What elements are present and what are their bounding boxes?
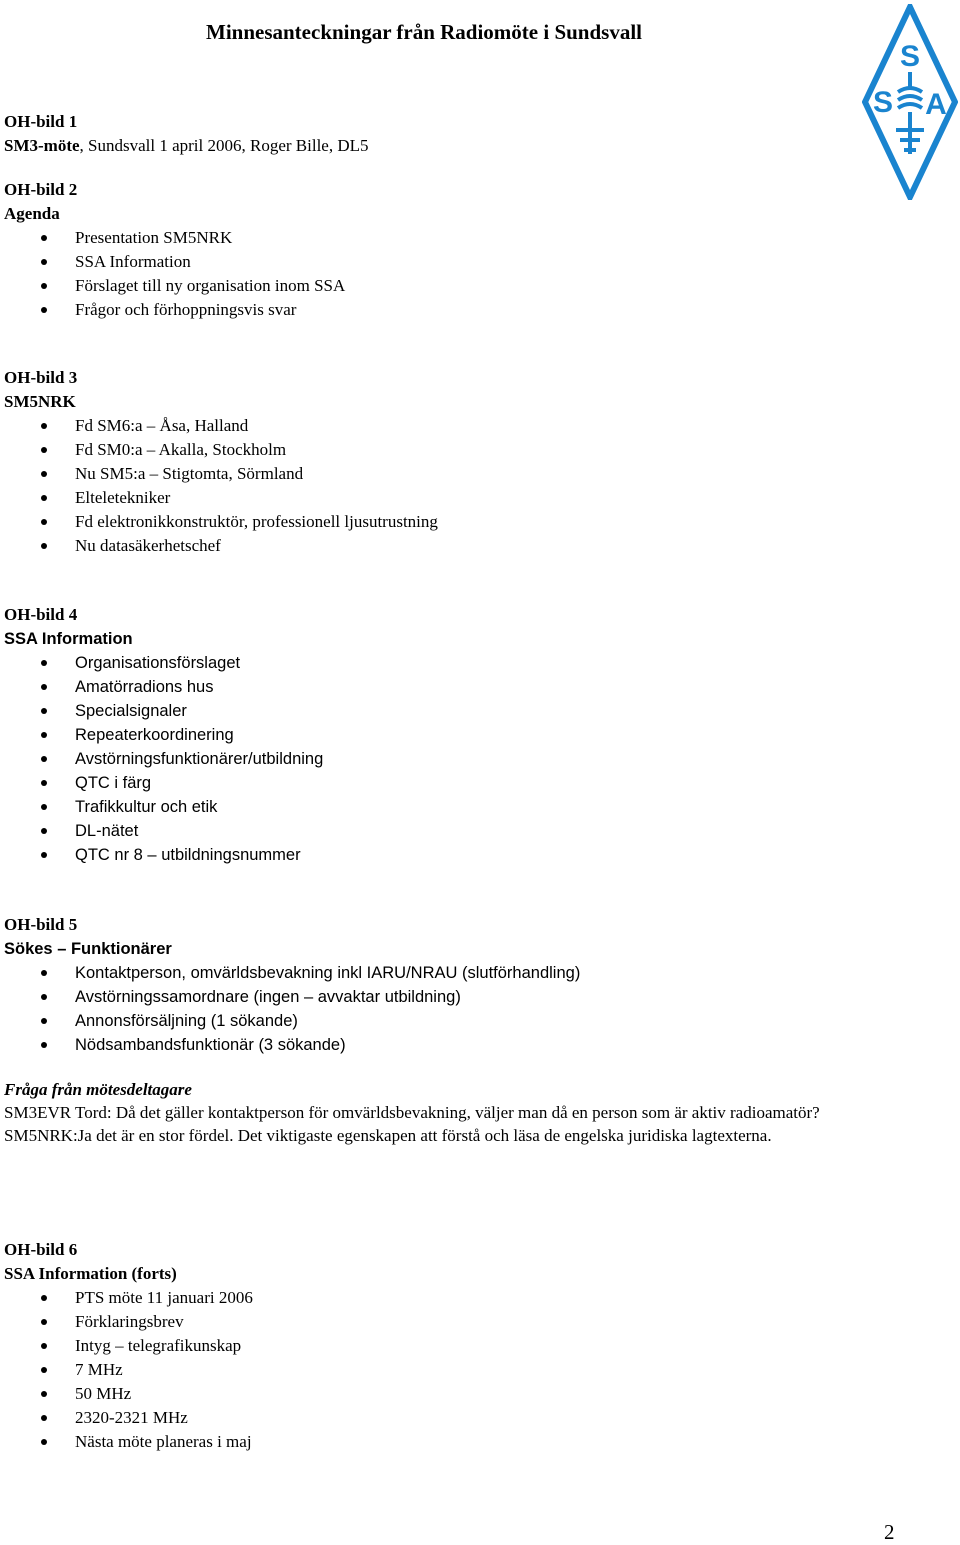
bullet-list	[4, 226, 904, 322]
bullet-list	[4, 961, 904, 1057]
svg-text:S: S	[899, 40, 921, 73]
list-item: Nu datasäkerhetschef	[4, 534, 904, 558]
slide-3	[4, 366, 904, 558]
meeting-details: , Sundsvall 1 april 2006, Roger Bille, DL5	[79, 136, 369, 155]
list-item: QTC nr 8 – utbildningsnummer	[4, 843, 904, 867]
slide-title: Agenda	[4, 204, 60, 223]
slide-title: SM5NRK	[4, 392, 76, 411]
slide-1	[4, 110, 904, 158]
list-item: Elteletekniker	[4, 486, 904, 510]
slide-label: OH-bild 2	[4, 180, 78, 199]
list-item: Specialsignaler	[4, 699, 904, 723]
list-item: Frågor och förhoppningsvis svar	[4, 298, 904, 322]
list-item: Avstörningsfunktionärer/utbildning	[4, 747, 904, 771]
list-item: Förklaringsbrev	[4, 1310, 904, 1334]
slide-2	[4, 178, 904, 322]
slide-label: OH-bild 4	[4, 605, 78, 624]
list-item: Amatörradions hus	[4, 675, 904, 699]
answer-text: SM5NRK:Ja det är en stor fördel. Det viktigaste egenskapen att förstå och läsa de engelska juridiska lagtexterna.	[4, 1126, 772, 1145]
list-item: 2320-2321 MHz	[4, 1406, 904, 1430]
list-item: Nu SM5:a – Stigtomta, Sörmland	[4, 462, 904, 486]
slide-title	[4, 134, 904, 158]
slide-title: SSA Information (forts)	[4, 1264, 177, 1283]
list-item: Organisationsförslaget	[4, 651, 904, 675]
question-heading: Fråga från mötesdeltagare	[4, 1080, 192, 1099]
bullet-list	[4, 414, 904, 558]
list-item: DL-nätet	[4, 819, 904, 843]
list-item: Intyg – telegrafikunskap	[4, 1334, 904, 1358]
meeting-name: SM3-möte	[4, 136, 80, 155]
slide-title: SSA Information	[4, 630, 133, 648]
document-header-title: Minnesanteckningar från Radiomöte i Sundsvall	[206, 20, 643, 44]
list-item: Fd SM0:a – Akalla, Stockholm	[4, 438, 904, 462]
list-item: Annonsförsäljning (1 sökande)	[4, 1009, 904, 1033]
list-item: Presentation SM5NRK	[4, 226, 904, 250]
list-item: Kontaktperson, omvärldsbevakning inkl IARU/NRAU (slutförhandling)	[4, 961, 904, 985]
slide-5	[4, 913, 904, 1057]
list-item: Nödsambandsfunktionär (3 sökande)	[4, 1033, 904, 1057]
slide-label: OH-bild 1	[4, 112, 78, 131]
list-item: Fd elektronikkonstruktör, professionell ljusutrustning	[4, 510, 904, 534]
list-item: Avstörningssamordnare (ingen – avvaktar utbildning)	[4, 985, 904, 1009]
bullet-list	[4, 651, 904, 867]
slide-6	[4, 1238, 904, 1454]
slide-4	[4, 603, 904, 867]
list-item: Repeaterkoordinering	[4, 723, 904, 747]
list-item: SSA Information	[4, 250, 904, 274]
list-item: Fd SM6:a – Åsa, Halland	[4, 414, 904, 438]
page-number: 2	[884, 1520, 895, 1544]
ssa-logo	[862, 4, 958, 200]
list-item: Trafikkultur och etik	[4, 795, 904, 819]
svg-text:A: A	[925, 88, 947, 121]
list-item: PTS möte 11 januari 2006	[4, 1286, 904, 1310]
svg-text:S: S	[872, 86, 894, 119]
question-text: SM3EVR Tord: Då det gäller kontaktperson för omvärldsbevakning, väljer man då en person som är aktiv radioamatör?	[4, 1103, 820, 1122]
list-item: Förslaget till ny organisation inom SSA	[4, 274, 904, 298]
slide-title: Sökes – Funktionärer	[4, 940, 172, 958]
bullet-list	[4, 1286, 904, 1454]
list-item: Nästa möte planeras i maj	[4, 1430, 904, 1454]
slide-label: OH-bild 5	[4, 915, 78, 934]
list-item: QTC i färg	[4, 771, 904, 795]
slide-label: OH-bild 6	[4, 1240, 78, 1259]
list-item: 50 MHz	[4, 1382, 904, 1406]
question-section	[4, 1078, 884, 1147]
list-item: 7 MHz	[4, 1358, 904, 1382]
slide-label: OH-bild 3	[4, 368, 78, 387]
